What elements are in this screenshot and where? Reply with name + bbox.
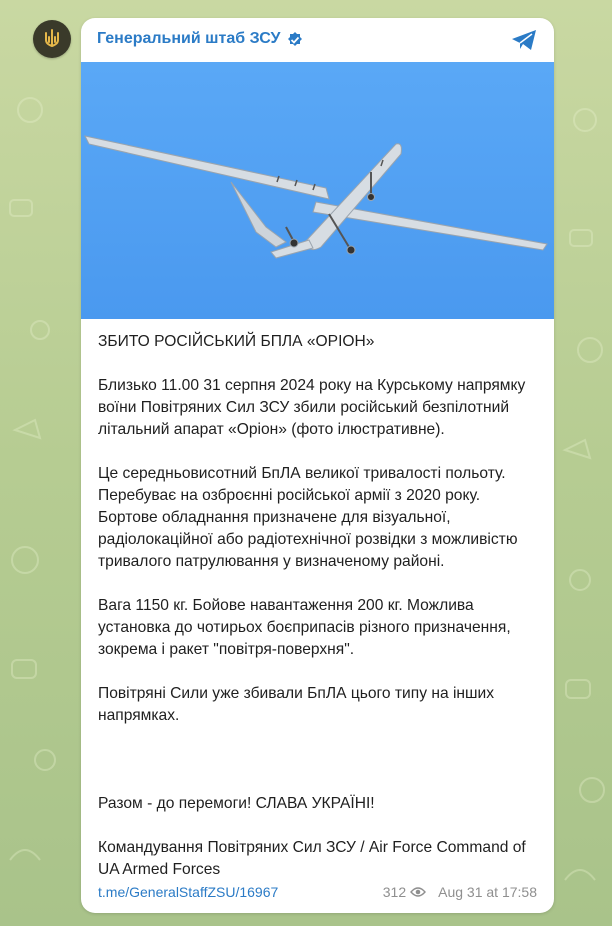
post-paragraph: Близько 11.00 31 серпня 2024 року на Курському напрямку воїни Повітряних Сил ЗСУ збили російський безпілотний літальний апарат «Оріон» (фото ілюстративне). — [98, 377, 526, 438]
post-signature: Командування Повітряних Сил ЗСУ / Air Force Command of UA Armed Forces — [98, 839, 526, 878]
post-slogan-line — [98, 749, 543, 771]
post-card — [81, 18, 554, 913]
post-title: ЗБИТО РОСІЙСЬКИЙ БПЛА «ОРІОН» — [98, 333, 375, 350]
post-meta — [383, 884, 537, 900]
post-footer — [98, 882, 537, 902]
post-paragraph: Це середньовисотний БпЛА великої тривалості польоту. Перебуває на озброєнні російської армії з 2020 року. Бортове обладнання призначене для візуальної, радіолокаційної або радіотехнічної розвідки з можливістю тривалого патрулювання у визначеному районі. — [98, 465, 518, 570]
channel-name[interactable]: Генеральний штаб ЗСУ — [97, 30, 281, 47]
verified-badge-icon — [286, 31, 304, 54]
ukraine-flag-icon — [98, 752, 118, 765]
post-text — [98, 331, 543, 881]
telegram-share-icon[interactable] — [510, 28, 538, 57]
drone-photo[interactable] — [81, 62, 554, 319]
view-count: 312 — [382, 884, 407, 900]
post-paragraph: Повітряні Сили уже збивали БпЛА цього типу на інших напрямках. — [98, 685, 495, 724]
eye-icon — [410, 886, 426, 898]
post-paragraph: Вага 1150 кг. Бойове навантаження 200 кг. Можлива установка до чотирьох боєприпасів різного призначення, зокрема і ракет "повітря-поверхня". — [98, 597, 511, 658]
post-header — [81, 18, 554, 62]
post-link[interactable]: t.me/GeneralStaffZSU/16967 — [98, 884, 279, 900]
trident-icon — [41, 28, 63, 50]
post-slogan: Разом - до перемоги! СЛАВА УКРАЇНІ! — [98, 795, 375, 812]
post-timestamp: Aug 31 at 17:58 — [438, 884, 537, 900]
channel-avatar[interactable] — [33, 20, 71, 58]
